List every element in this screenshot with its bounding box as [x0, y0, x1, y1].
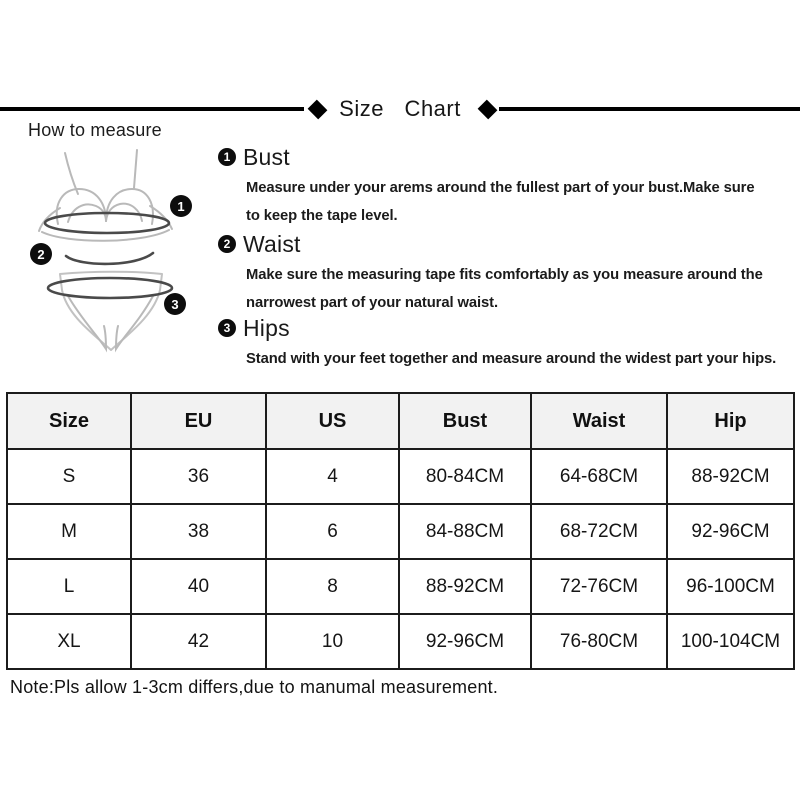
section-bust-heading	[218, 143, 796, 171]
table-row-s	[7, 449, 794, 504]
section-bust	[218, 143, 796, 230]
cell-waist: 68-72CM	[531, 504, 667, 559]
cell-hip: 88-92CM	[667, 449, 794, 504]
cell-eu: 38	[131, 504, 266, 559]
section-waist	[218, 230, 796, 317]
section-hips-heading	[218, 314, 796, 342]
col-header-hip: Hip	[667, 393, 794, 449]
table-row-xl	[7, 614, 794, 669]
header-rule-left	[0, 107, 304, 111]
section-hips-title: Hips	[243, 314, 290, 341]
table-row-l	[7, 559, 794, 614]
section-waist-heading	[218, 230, 796, 258]
cell-hip: 100-104CM	[667, 614, 794, 669]
header-rule-right	[499, 107, 800, 111]
cell-hip: 96-100CM	[667, 559, 794, 614]
marker-2-label: 2	[37, 247, 45, 262]
cell-eu: 40	[131, 559, 266, 614]
table-row-m	[7, 504, 794, 559]
section-bust-title: Bust	[243, 143, 290, 170]
marker-1-label: 1	[177, 199, 185, 214]
cell-bust: 92-96CM	[399, 614, 531, 669]
section-bust-body	[246, 174, 796, 230]
col-header-size: Size	[7, 393, 131, 449]
measurement-illustration	[22, 146, 204, 367]
col-header-eu: EU	[131, 393, 266, 449]
col-header-us: US	[266, 393, 399, 449]
measurement-note: Note:Pls allow 1-3cm differs,due to manumal measurement.	[10, 677, 499, 697]
instruction-line: to keep the tape level.	[246, 208, 398, 224]
diamond-icon	[478, 100, 498, 120]
col-header-bust: Bust	[399, 393, 531, 449]
size-table	[6, 392, 795, 670]
section-hips-body	[246, 345, 796, 373]
cell-size: XL	[7, 614, 131, 669]
section-hips	[218, 314, 796, 373]
cell-eu: 42	[131, 614, 266, 669]
cell-hip: 92-96CM	[667, 504, 794, 559]
cell-size: M	[7, 504, 131, 559]
cell-us: 8	[266, 559, 399, 614]
section-waist-title: Waist	[243, 230, 301, 257]
marker-3-label: 3	[171, 297, 179, 312]
cell-bust: 84-88CM	[399, 504, 531, 559]
cell-size: S	[7, 449, 131, 504]
cell-waist: 72-76CM	[531, 559, 667, 614]
size-table-header-row	[7, 393, 794, 449]
cell-us: 10	[266, 614, 399, 669]
number-badge-1-icon: 1	[218, 148, 236, 166]
number-badge-2-icon: 2	[218, 235, 236, 253]
instruction-line: narrowest part of your natural waist.	[246, 295, 499, 311]
cell-bust: 80-84CM	[399, 449, 531, 504]
col-header-waist: Waist	[531, 393, 667, 449]
number-badge-3-icon: 3	[218, 319, 236, 337]
cell-waist: 76-80CM	[531, 614, 667, 669]
instruction-line: Measure under your arems around the fullest part of your bust.Make sure	[246, 180, 755, 196]
cell-eu: 36	[131, 449, 266, 504]
cell-us: 4	[266, 449, 399, 504]
section-waist-body	[246, 261, 796, 317]
instruction-line: Stand with your feet together and measure around the widest part your hips.	[246, 351, 777, 367]
instruction-line: Make sure the measuring tape fits comfortably as you measure around the	[246, 267, 763, 283]
cell-waist: 64-68CM	[531, 449, 667, 504]
cell-us: 6	[266, 504, 399, 559]
cell-size: L	[7, 559, 131, 614]
bikini-figure-icon	[22, 146, 204, 362]
page-title: Size Chart	[339, 96, 461, 121]
cell-bust: 88-92CM	[399, 559, 531, 614]
how-to-measure-heading: How to measure	[28, 120, 162, 140]
